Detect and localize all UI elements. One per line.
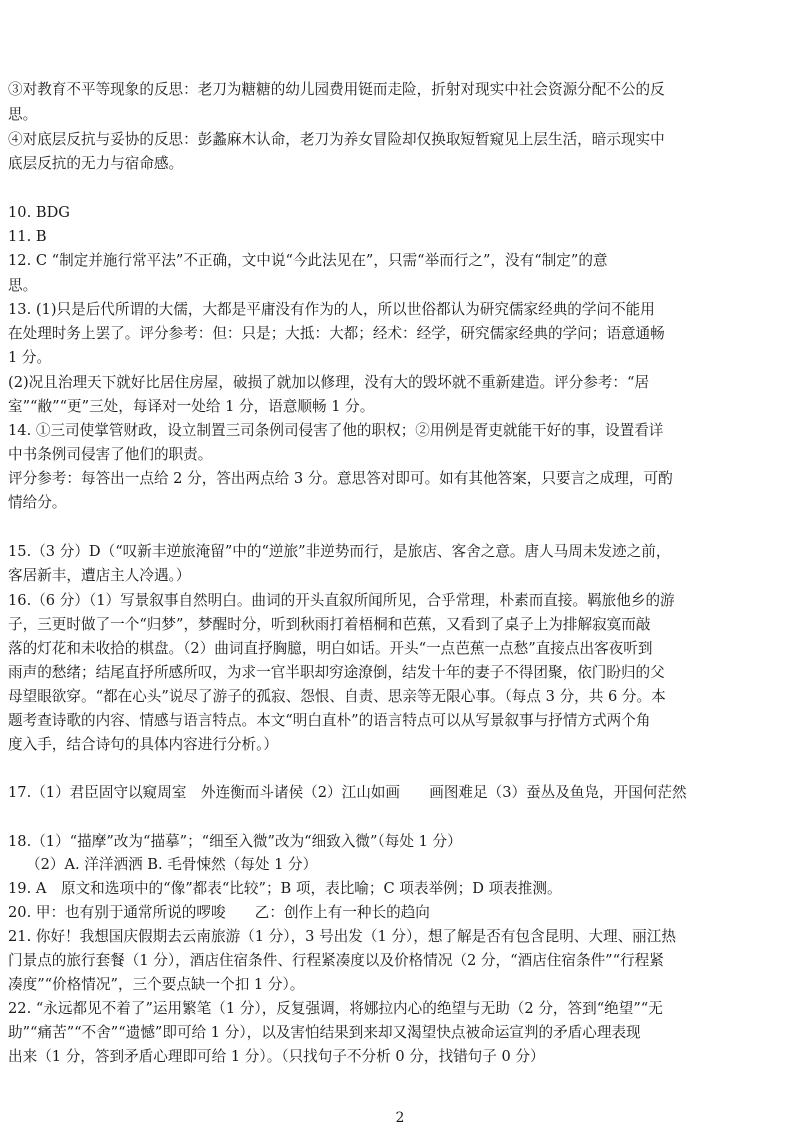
text-line: 落的灯花和未收拾的棋盘。（2）曲词直抒胸臆，明白如话。开头“一点芭蕉一点愁”直接点出客夜听到 <box>8 640 653 657</box>
answer-21: 21. 你好！我想国庆假期去云南旅游（1 分），3 号出发（1 分），想了解是否有包含昆明、大理、丽江热 <box>8 928 676 945</box>
text-line: 室”“敝”“更”三处，每译对一处给 1 分，语意顺畅 1 分。 <box>8 398 375 415</box>
answer-17: 17.（1）君臣固守以窥周室 外连衡而斗诸侯（2）江山如画 画图难足（3）蚕丛及鱼凫，开国何茫然 <box>8 784 687 801</box>
answer-12: 12. C “制定并施行常平法”不正确，文中说“今此法见在”，只需“举而行之”，没有“制定”的意 <box>8 252 608 269</box>
text-line: 度入手，结合诗句的具体内容进行分析。） <box>8 736 278 753</box>
text-line: 出来（1 分，答到矛盾心理即可给 1 分）。（只找句子不分析 0 分，找错句子 0 分） <box>8 1048 545 1065</box>
answer-16: 16.（6 分）（1）写景叙事自然明白。曲词的开头直叙所闻所见，合乎常理，朴素而直接。羁旅他乡的游 <box>8 592 675 609</box>
text-line: 助”“痛苦”“不舍”“遗憾”即可给 1 分），以及害怕结果到来却又渴望快点被命运宣判的矛盾心理表现 <box>8 1024 641 1041</box>
answer-14: 14. ①三司使掌管财政，设立制置三司条例司侵害了他的职权；②用例是胥吏就能干好的事，设置看详 <box>8 422 664 439</box>
answer-22: 22. “永远都见不着了”运用繁笔（1 分），反复强调，将娜拉内心的绝望与无助（2 分，答到“绝望”“无 <box>8 1000 663 1017</box>
text-line: 凑度”“价格情况”，三个要点缺一个扣 1 分）。 <box>8 976 305 993</box>
text-line: 母望眼欲穿。“都在心头”说尽了游子的孤寂、怨恨、自责、思亲等无限心事。（每点 3 分，共 6 分。本 <box>8 688 666 705</box>
answer-11: 11. B <box>8 228 47 245</box>
text-line: (2)况且治理天下就好比居住房屋，破损了就加以修理，没有大的毁坏就不重新建造。评分参考：“居 <box>8 374 650 391</box>
answer-18: 18.（1）“描摩”改为“描摹”；“细至入微”改为“细致入微”（每处 1 分） <box>8 833 462 850</box>
text-line: 门景点的旅行套餐（1 分），酒店住宿条件、行程紧凑度以及价格情况（2 分，“酒店住宿条件”“行程紧 <box>8 952 664 969</box>
text-line: ④对底层反抗与妥协的反思：彭蠡麻木认命，老刀为养女冒险却仅换取短暂窥见上层生活，暗示现实中 <box>8 131 665 148</box>
text-line: 思。 <box>8 106 38 123</box>
page-number: 2 <box>395 1110 405 1126</box>
answer-15: 15.（3 分）D（“叹新丰逆旅淹留”中的“逆旅”非逆势而行，是旅店、客舍之意。唐人马周未发迹之前， <box>8 543 671 560</box>
answer-19: 19. A 原文和选项中的“像”都表“比较”；B 项，表比喻；C 项表举例；D 项表推测。 <box>8 880 562 897</box>
text-line: 子，三更时做了一个“归梦”，梦醒时分，听到秋雨打着梧桐和芭蕉，又看到了桌子上为排解寂寞而敲 <box>8 616 651 633</box>
text-line: 思。 <box>8 277 38 294</box>
text-line: （2）A. 洋洋洒洒 B. 毛骨悚然（每处 1 分） <box>26 856 318 873</box>
text-line: 1 分。 <box>8 349 52 366</box>
text-line: 情给分。 <box>8 494 67 511</box>
text-line: ③对教育不平等现象的反思：老刀为糖糖的幼儿园费用铤而走险，折射对现实中社会资源分配不公的反 <box>8 81 665 98</box>
answer-13: 13. (1)只是后代所谓的大儒，大都是平庸没有作为的人，所以世俗都认为研究儒家经典的学问不能用 <box>8 301 655 318</box>
answer-10: 10. BDG <box>8 204 70 221</box>
text-line: 在处理时务上罢了。评分参考：但：只是；大抵：大都；经术：经学，研究儒家经典的学问；语意通畅 <box>8 325 665 342</box>
text-line: 中书条例司侵害了他们的职责。 <box>8 446 213 463</box>
text-line: 雨声的愁绪；结尾直抒所感所叹，为求一官半职却穷途潦倒，结发十年的妻子不得团聚，依门盼归的父 <box>8 664 665 681</box>
text-line: 题考查诗歌的内容、情感与语言特点。本文“明白直朴”的语言特点可以从写景叙事与抒情方式两个角 <box>8 712 651 729</box>
answer-20: 20. 甲：也有别于通常所说的啰唆 乙：创作上有一种长的趋向 <box>8 904 430 921</box>
text-line: 客居新丰，遭店主人冷遇。） <box>8 567 191 584</box>
text-line: 底层反抗的无力与宿命感。 <box>8 155 184 172</box>
text-line: 评分参考：每答出一点给 2 分，答出两点给 3 分。意思答对即可。如有其他答案，只要言之成理，可酌 <box>8 470 673 487</box>
